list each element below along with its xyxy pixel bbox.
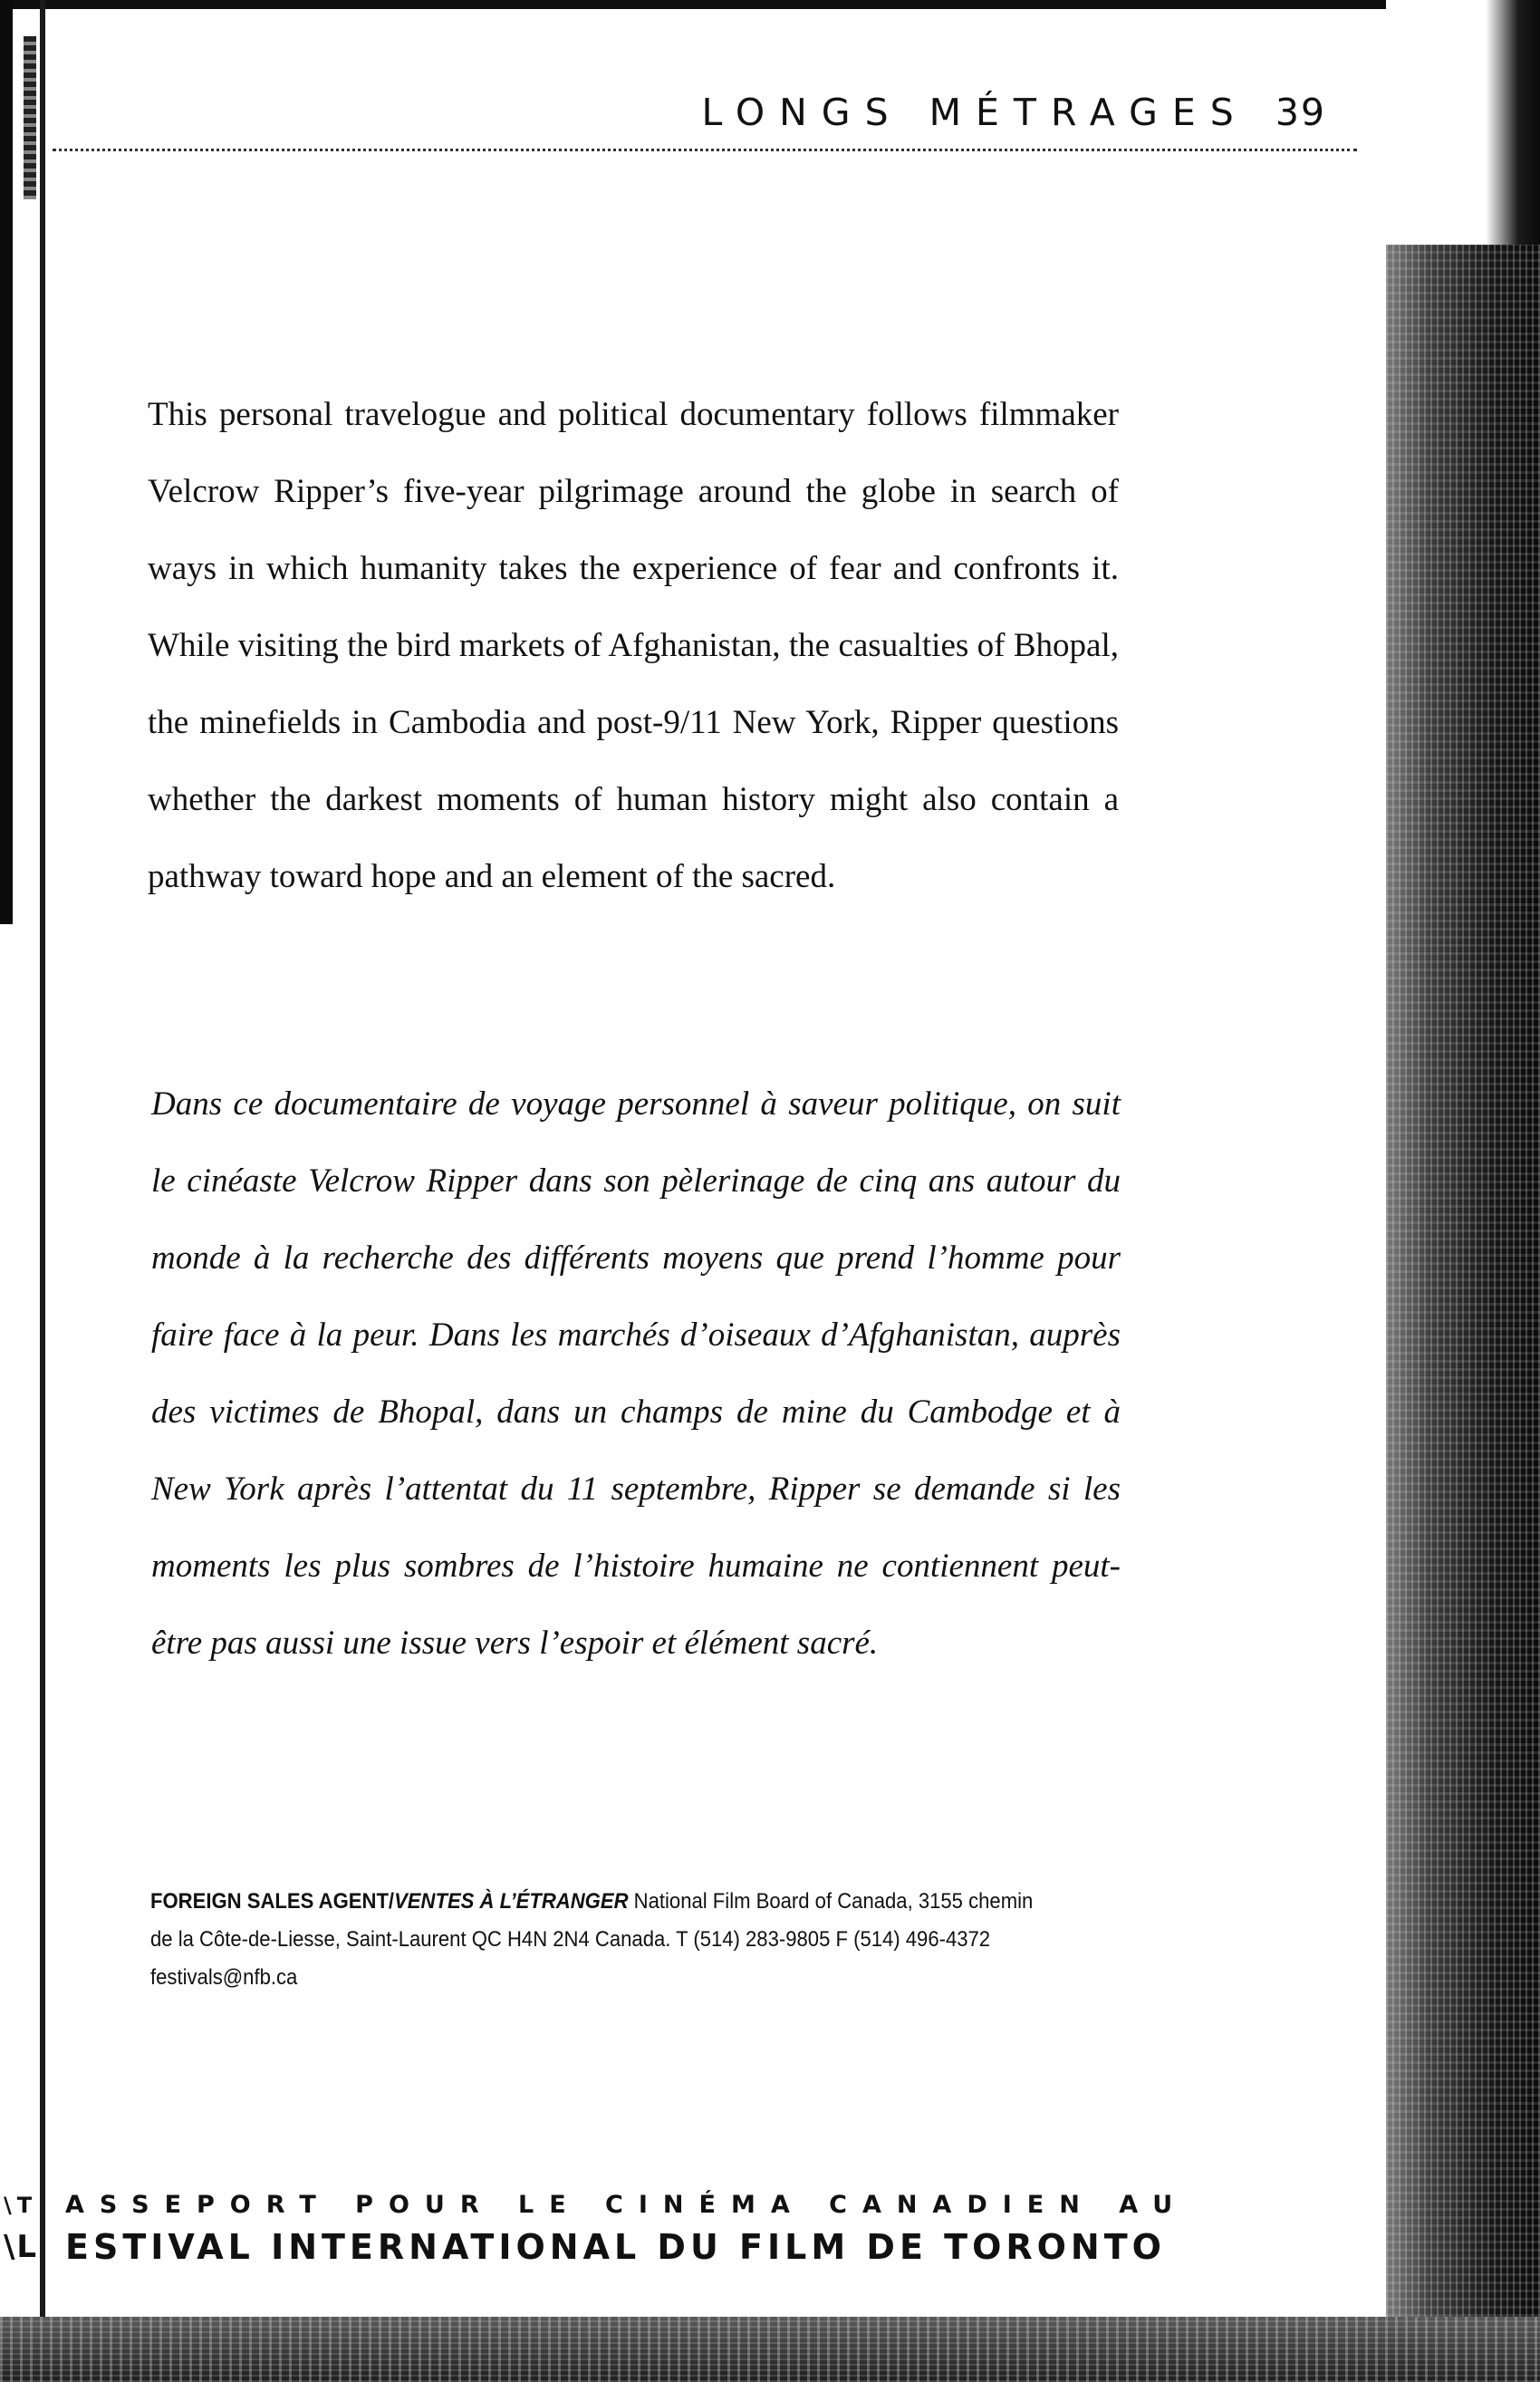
scan-left-binding-texture (24, 36, 36, 199)
scan-right-edge (1386, 0, 1540, 2382)
french-synopsis: Dans ce documentaire de voyage personnel à saveur politique, on suit le cinéaste Velcrow Ripper dans son pèlerinage de cinq ans autour du monde à la recherche des différents moyens que prend l’homme pour faire face à la peur. Dans les marchés d’oiseaux d’Afghanistan, auprès des victimes de Bhopal, dans un champs de mine du Cambodge et à New York après l’attentat du 11 septembre, Ripper se demande si les moments les plus sombres de l’histoire humaine ne contiennent peut-être pas aussi une issue vers l’espoir et élément sacré. (151, 1085, 1121, 1662)
credits-label-en: FOREIGN SALES AGENT/ (150, 1889, 395, 1914)
page-number: 39 (1275, 91, 1326, 134)
scan-top-edge (0, 0, 1395, 9)
scan-left-binding (0, 0, 13, 924)
scan-bottom-edge (0, 2317, 1540, 2382)
scan-right-edge-top-dark (1486, 0, 1540, 245)
scan-left-rule (40, 0, 45, 2356)
credits-line-1 (150, 1883, 1049, 1921)
credits-address-1: National Film Board of Canada, 3155 chemin (633, 1889, 1034, 1914)
credits-email: festivals@nfb.ca (150, 1965, 298, 1990)
credits-label (150, 1889, 629, 1914)
foreign-sales-credits (150, 1883, 1049, 1997)
footer-fragment-1: \T (4, 2193, 38, 2218)
header-dotted-rule (53, 149, 1357, 151)
footer-fragment-2: \L (4, 2229, 39, 2265)
credits-label-fr: VENTES À L’ÉTRANGER (394, 1889, 629, 1914)
footer-festival-line: ESTIVAL INTERNATIONAL DU FILM DE TORONTO (65, 2227, 1166, 2267)
running-head (701, 91, 1326, 134)
section-title: LONGS MÉTRAGES (701, 91, 1248, 134)
english-synopsis: This personal travelogue and political documentary follows filmmaker Velcrow Ripper’s five-year pilgrimage around the globe in search of ways in which humanity takes the experience of fear and confronts it. While visiting the bird markets of Afghanistan, the casualties of Bhopal, the minefields in Cambodia and post-9/11 New York, Ripper questions whether the darkest moments of human history might also contain a pathway toward hope and an element of the sacred. (148, 396, 1119, 895)
footer-passport-line: ASSEPORT POUR LE CINÉMA CANADIEN AU (65, 2191, 1189, 2219)
credits-address-2: de la Côte-de-Liesse, Saint-Laurent QC H4N 2N4 Canada. T (514) 283-9805 F (514) 496-4372 (150, 1927, 991, 1952)
